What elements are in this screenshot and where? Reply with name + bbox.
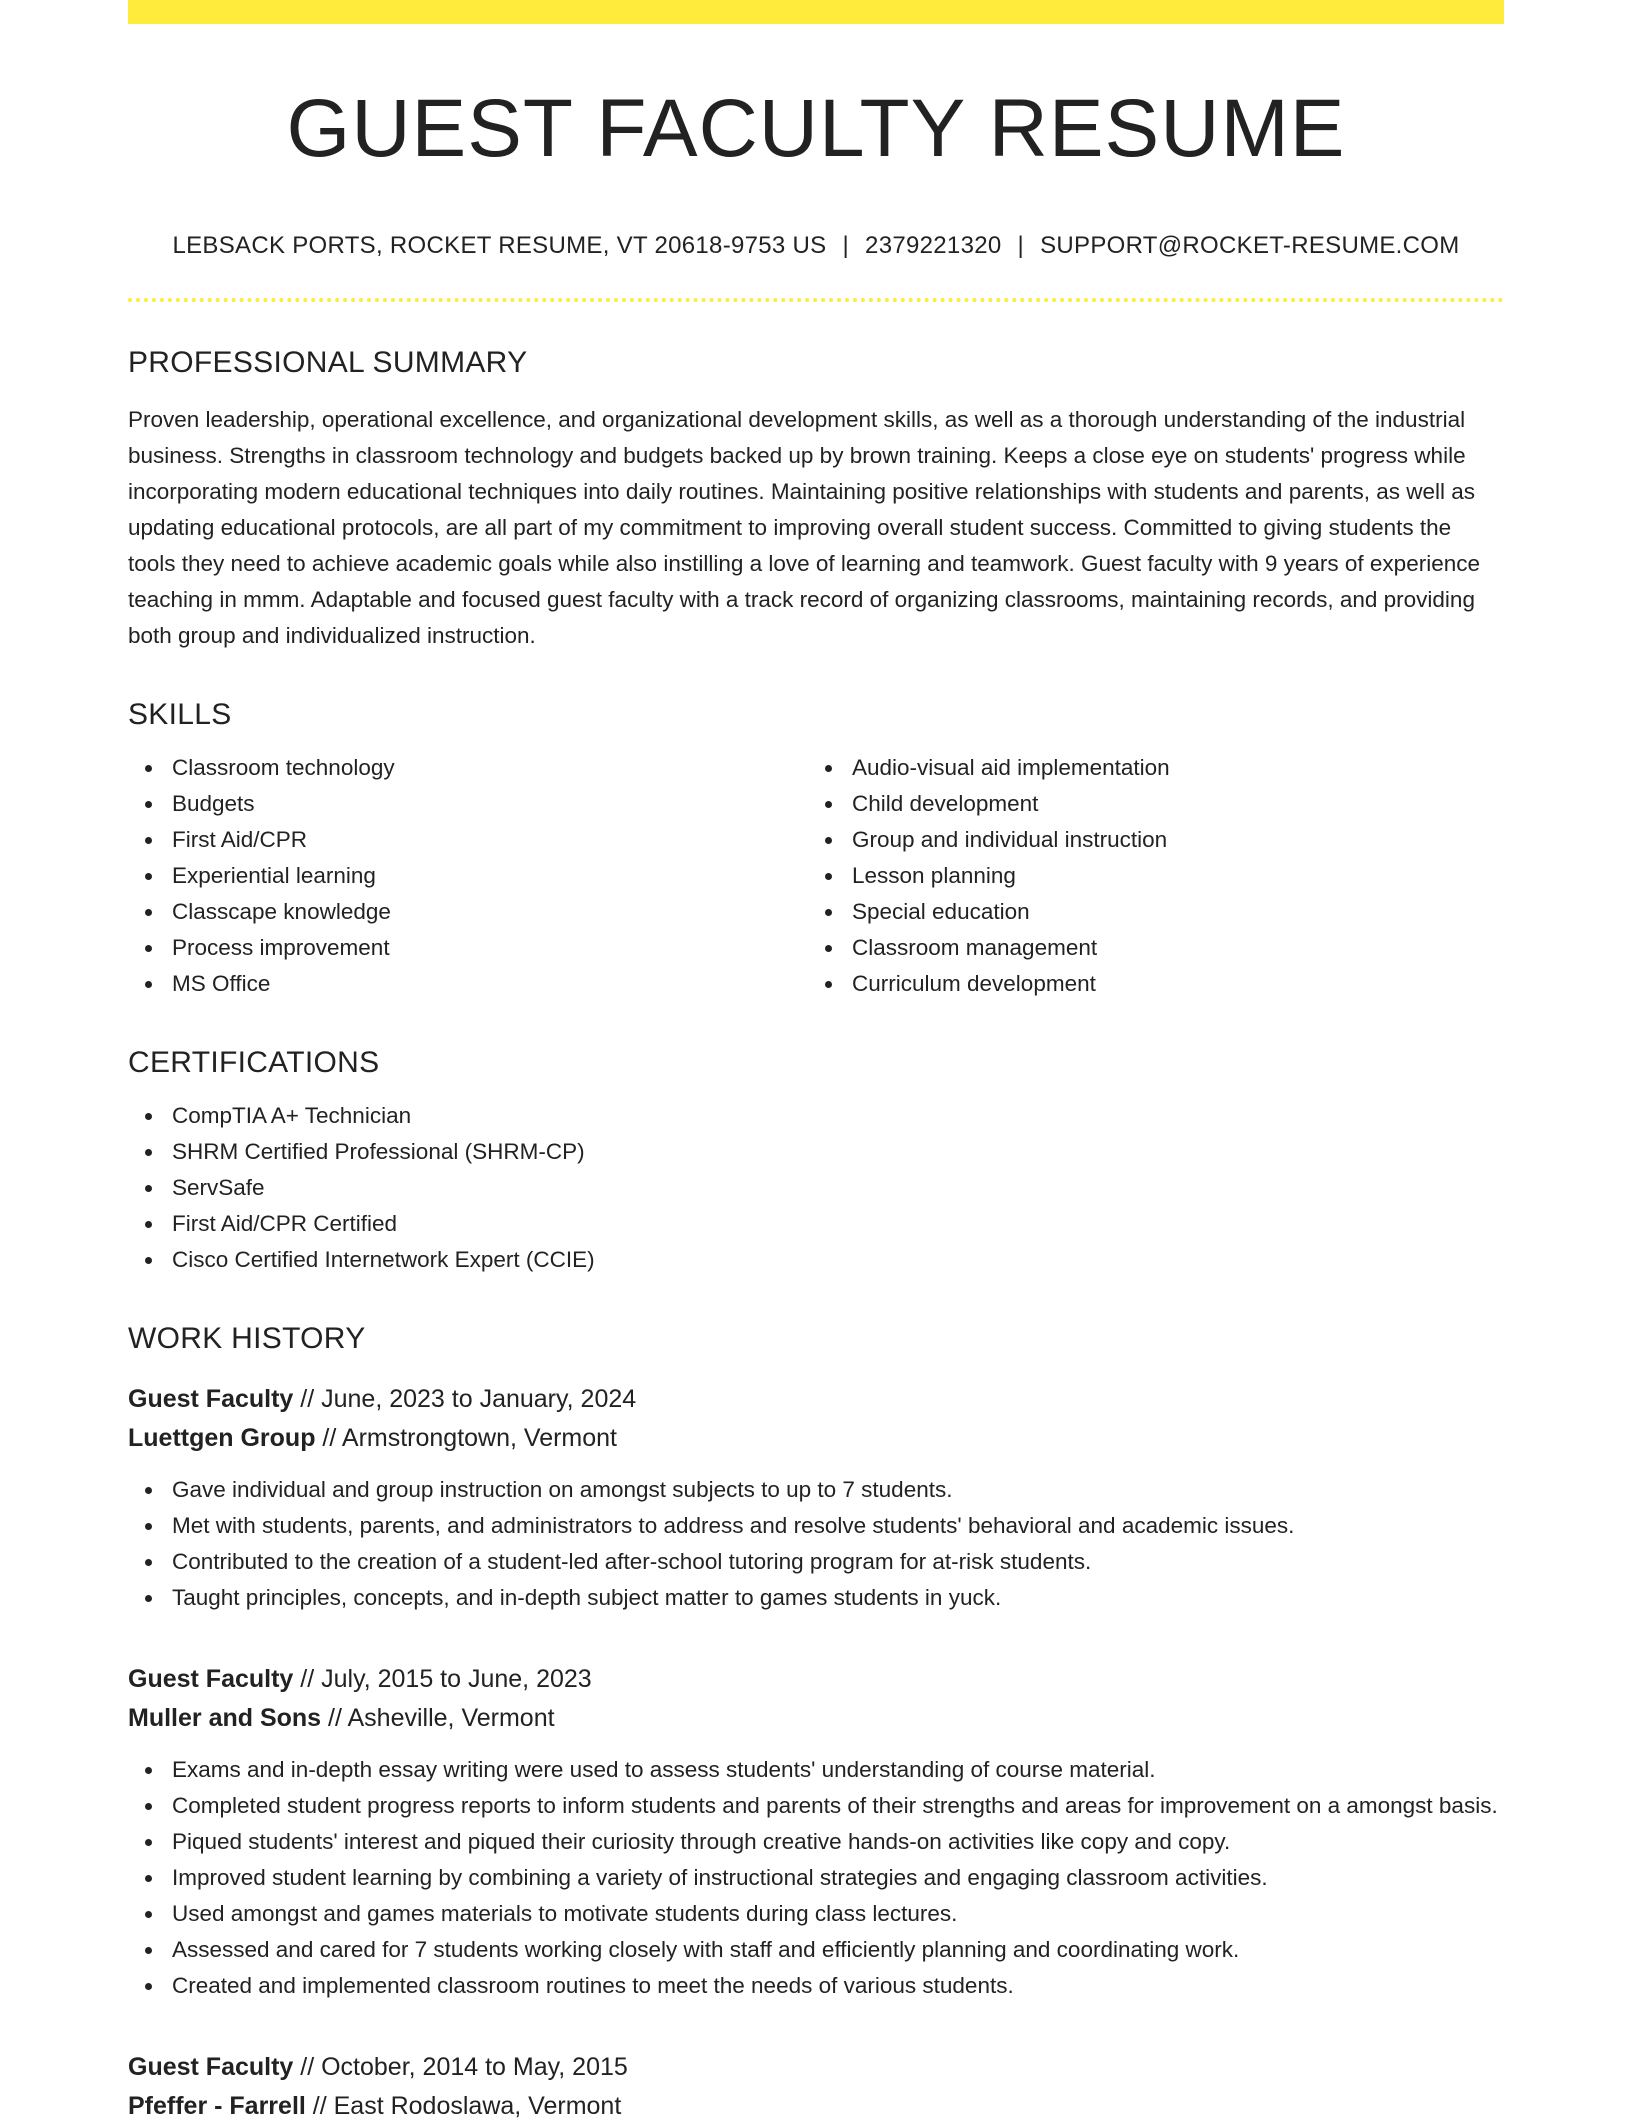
bullet-dot-icon [145, 945, 152, 952]
list-item-text: Group and individual instruction [852, 827, 1168, 853]
contact-line [128, 232, 1504, 260]
list-item-text: Process improvement [172, 935, 390, 961]
list-item [852, 894, 1486, 930]
bullet-dot-icon [145, 1839, 152, 1846]
job-location: // Asheville, Vermont [321, 1704, 555, 1733]
job-entry [128, 1380, 1504, 1616]
bullet-dot-icon [145, 1911, 152, 1918]
list-item [172, 1472, 1504, 1508]
list-item [172, 1544, 1504, 1580]
list-item [172, 1968, 1504, 2004]
contact-separator: | [842, 232, 850, 260]
list-item [172, 1508, 1504, 1544]
list-item [172, 1788, 1504, 1824]
skills-grid [128, 750, 1504, 1002]
bullet-dot-icon [145, 1149, 152, 1156]
bullet-dot-icon [825, 909, 832, 916]
resume-page [128, 0, 1504, 2126]
list-item [172, 1098, 1504, 1134]
job-title: Guest Faculty [128, 1665, 294, 1694]
dotted-divider [128, 298, 1504, 302]
bullet-dot-icon [825, 873, 832, 880]
bullet-dot-icon [145, 1767, 152, 1774]
bullet-dot-icon [145, 981, 152, 988]
list-item-text: Experiential learning [172, 863, 376, 889]
contact-address: LEBSACK PORTS, ROCKET RESUME, VT 20618-9753 US [172, 232, 827, 260]
list-item-text: Improved student learning by combining a variety of instructional strategies and engaging classroom activities. [172, 1865, 1268, 1891]
list-item [172, 750, 806, 786]
bullet-dot-icon [145, 1595, 152, 1602]
list-item-text: MS Office [172, 971, 271, 997]
list-item-text: Cisco Certified Internetwork Expert (CCIE) [172, 1247, 595, 1273]
job-company-line [128, 1699, 1504, 1738]
list-item [172, 858, 806, 894]
bullet-dot-icon [825, 837, 832, 844]
job-company: Pfeffer - Farrell [128, 2092, 306, 2121]
list-item [172, 1752, 1504, 1788]
list-item [852, 966, 1486, 1002]
bullet-dot-icon [145, 1559, 152, 1566]
resume-title: GUEST FACULTY RESUME [286, 83, 1346, 174]
summary-heading: PROFESSIONAL SUMMARY [128, 346, 528, 380]
list-item [172, 966, 806, 1002]
job-company-line [128, 1419, 1504, 1458]
job-company: Luettgen Group [128, 1424, 316, 1453]
list-item [172, 1242, 1504, 1278]
bullet-dot-icon [145, 1983, 152, 1990]
list-item-text: Used amongst and games materials to motivate students during class lectures. [172, 1901, 958, 1927]
list-item [172, 1824, 1504, 1860]
list-item [172, 930, 806, 966]
bullet-dot-icon [145, 909, 152, 916]
bullet-dot-icon [145, 1185, 152, 1192]
list-item-text: Classcape knowledge [172, 899, 391, 925]
list-item-text: Audio-visual aid implementation [852, 755, 1170, 781]
job-title-line [128, 1660, 1504, 1699]
job-dates: // October, 2014 to May, 2015 [293, 2053, 628, 2082]
list-item [852, 858, 1486, 894]
list-item-text: Classroom management [852, 935, 1098, 961]
list-item-text: Gave individual and group instruction on amongst subjects to up to 7 students. [172, 1477, 953, 1503]
contact-email: SUPPORT@ROCKET-RESUME.COM [1040, 232, 1460, 260]
list-item [172, 1134, 1504, 1170]
skills-heading: SKILLS [128, 698, 232, 732]
job-dates: // June, 2023 to January, 2024 [293, 1385, 637, 1414]
list-item-text: Piqued students' interest and piqued their curiosity through creative hands-on activities like copy and copy. [172, 1829, 1231, 1855]
job-title-line [128, 1380, 1504, 1419]
job-bullets [128, 1752, 1504, 2004]
job-location: // East Rodoslawa, Vermont [305, 2092, 622, 2121]
contact-phone: 2379221320 [865, 232, 1002, 260]
bullet-dot-icon [145, 765, 152, 772]
job-title: Guest Faculty [128, 2053, 294, 2082]
list-item-text: CompTIA A+ Technician [172, 1103, 412, 1129]
list-item-text: Created and implemented classroom routines to meet the needs of various students. [172, 1973, 1014, 1999]
certifications-list [128, 1098, 1504, 1278]
bullet-dot-icon [825, 981, 832, 988]
bullet-dot-icon [145, 873, 152, 880]
job-entry [128, 2048, 1504, 2126]
list-item-text: Contributed to the creation of a student-led after-school tutoring program for at-risk students. [172, 1549, 1092, 1575]
skills-list-right [806, 750, 1486, 1002]
skills-list-left [128, 750, 806, 1002]
job-title-line [128, 2048, 1504, 2087]
list-item [172, 786, 806, 822]
job-company-line [128, 2087, 1504, 2126]
contact-separator: | [1017, 232, 1025, 260]
bullet-dot-icon [145, 1257, 152, 1264]
list-item [172, 1580, 1504, 1616]
list-item [172, 1206, 1504, 1242]
list-item-text: Budgets [172, 791, 255, 817]
job-dates: // July, 2015 to June, 2023 [293, 1665, 592, 1694]
bullet-dot-icon [145, 1875, 152, 1882]
bullet-dot-icon [145, 1803, 152, 1810]
bullet-dot-icon [145, 1113, 152, 1120]
job-bullets [128, 1472, 1504, 1616]
job-title: Guest Faculty [128, 1385, 294, 1414]
bullet-dot-icon [145, 1487, 152, 1494]
list-item-text: Special education [852, 899, 1030, 925]
list-item [172, 1896, 1504, 1932]
work-history-heading: WORK HISTORY [128, 1322, 366, 1356]
job-company: Muller and Sons [128, 1704, 322, 1733]
bullet-dot-icon [145, 837, 152, 844]
list-item [172, 894, 806, 930]
list-item-text: ServSafe [172, 1175, 265, 1201]
list-item-text: Curriculum development [852, 971, 1096, 997]
list-item-text: SHRM Certified Professional (SHRM-CP) [172, 1139, 585, 1165]
list-item [852, 930, 1486, 966]
list-item-text: Assessed and cared for 7 students working closely with staff and efficiently planning and coordinating work. [172, 1937, 1240, 1963]
certifications-heading: CERTIFICATIONS [128, 1046, 380, 1080]
list-item-text: First Aid/CPR [172, 827, 308, 853]
list-item [852, 822, 1486, 858]
list-item-text: First Aid/CPR Certified [172, 1211, 398, 1237]
list-item [852, 750, 1486, 786]
list-item [172, 822, 806, 858]
list-item-text: Exams and in-depth essay writing were used to assess students' understanding of course material. [172, 1757, 1156, 1783]
work-history-list [128, 1380, 1504, 2126]
job-entry [128, 1660, 1504, 2004]
list-item [172, 1932, 1504, 1968]
bullet-dot-icon [825, 801, 832, 808]
job-location: // Armstrongtown, Vermont [315, 1424, 617, 1453]
bullet-dot-icon [145, 1221, 152, 1228]
list-item [852, 786, 1486, 822]
list-item-text: Lesson planning [852, 863, 1016, 889]
list-item-text: Classroom technology [172, 755, 395, 781]
bullet-dot-icon [145, 1947, 152, 1954]
list-item-text: Completed student progress reports to inform students and parents of their strengths and areas for improvement on a amongst basis. [172, 1793, 1498, 1819]
list-item-text: Met with students, parents, and administrators to address and resolve students' behavioral and academic issues. [172, 1513, 1295, 1539]
list-item-text: Child development [852, 791, 1039, 817]
list-item [172, 1860, 1504, 1896]
bullet-dot-icon [825, 945, 832, 952]
bullet-dot-icon [145, 1523, 152, 1530]
summary-text: Proven leadership, operational excellence, and organizational development skills, as well as a thorough understanding of the industrial business. Strengths in classroom technology and budgets backed up by brown training. Keeps a close eye on students' progress while incorporating modern educational techniques into daily routines. Maintaining positive relationships with students and parents, as well as updating educational protocols, are all part of my commitment to improving overall student success. Committed to giving students the tools they need to achieve academic goals while also instilling a love of learning and teamwork. Guest faculty with 9 years of experience teaching in mmm. Adaptable and focused guest faculty with a track record of organizing classrooms, maintaining records, and providing both group and individualized instruction. [128, 407, 1480, 649]
accent-top-bar [128, 0, 1504, 24]
bullet-dot-icon [825, 765, 832, 772]
list-item-text: Taught principles, concepts, and in-depth subject matter to games students in yuck. [172, 1585, 1002, 1611]
list-item [172, 1170, 1504, 1206]
bullet-dot-icon [145, 801, 152, 808]
